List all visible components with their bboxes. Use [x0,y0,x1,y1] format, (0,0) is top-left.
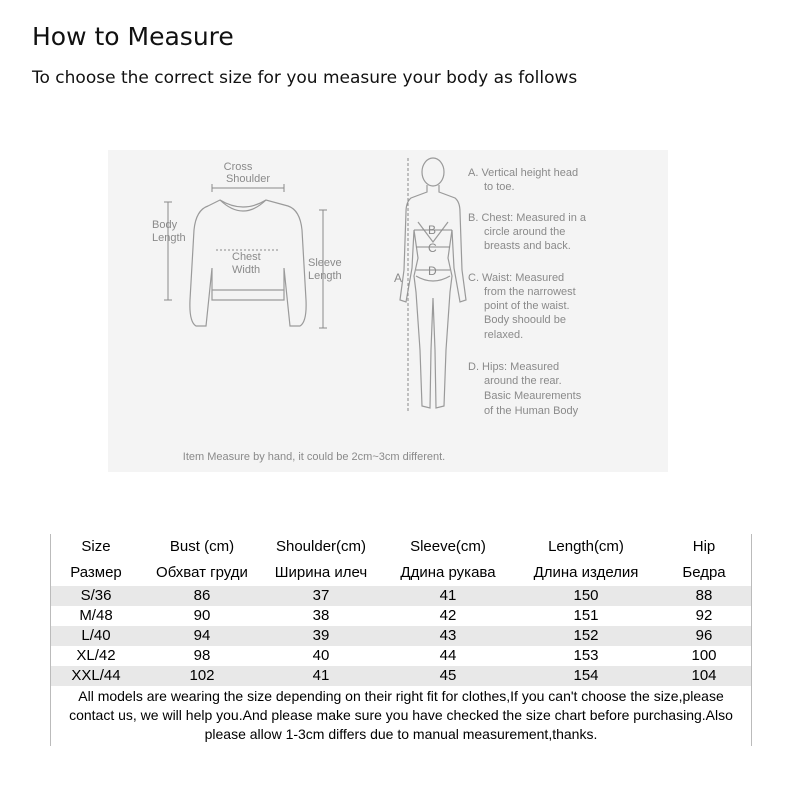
header-hip-ru: Бедра [682,564,726,581]
chest-width-label-line2: Width [232,264,261,276]
cell-hip: 96 [656,626,752,646]
header-bust: Bust (cm) [169,538,235,555]
note-c-line5: relaxed. [484,329,524,341]
cell-shoulder: 39 [262,626,380,646]
letter-c: C [428,241,437,255]
cell-sleeve: 44 [439,647,457,664]
cell-hip: 88 [656,586,752,606]
size-chart [50,534,752,746]
page-subtitle: To choose the correct size for you measure your body as follows [32,68,578,88]
cell-hip: 100 [691,647,717,664]
note-c-line1: C. Waist: Measured [468,272,565,284]
measurement-notes [468,167,587,417]
size-note-line: contact us, we will help you.And please make sure you have checked the size chart before purchasing.Also [69,707,733,723]
note-d-line4: of the Human Body [484,405,579,417]
size-notes [50,687,752,744]
cell-shoulder: 40 [312,647,330,664]
cell-length: 151 [573,607,599,624]
note-c-line3: point of the waist. [484,300,570,312]
letter-a: A [394,271,403,285]
cell-hip: 104 [656,666,752,686]
header-row-en [50,534,752,560]
header-hip: Hip [692,538,716,555]
header-shoulder-ru: Ширина илеч [274,564,368,581]
cell-sleeve: 43 [380,626,516,646]
cell-size: XL/42 [76,647,116,664]
cell-size: S/36 [50,586,142,606]
body-outline [400,158,466,408]
sleeve-length-label-line1: Sleeve [308,257,342,269]
measurement-diagram [108,150,668,472]
note-a-line2: to toe. [484,181,515,193]
note-c-line2: from the narrowest [484,286,576,298]
cell-bust: 86 [142,586,262,606]
note-d-line1: D. Hips: Measured [468,361,560,373]
cell-shoulder: 37 [262,586,380,606]
cell-length: 152 [516,626,656,646]
note-a-line1: A. Vertical height head [468,167,579,179]
measurement-figure [108,150,668,472]
header-bust-ru: Обхват груди [156,564,248,581]
cell-hip: 92 [695,607,713,624]
cell-size: L/40 [50,626,142,646]
cross-shoulder-label-line1: Cross [223,161,253,173]
figure-caption: Item Measure by hand, it could be 2cm~3cm different. [182,451,446,463]
body-length-label-line2: Length [152,232,186,244]
header-length-ru: Длина изделия [533,564,639,581]
header-sleeve: Sleeve(cm) [410,538,486,555]
cell-bust: 98 [193,647,211,664]
header-row-ru [50,560,752,586]
cell-sleeve: 41 [380,586,516,606]
note-d-line2: around the rear. [484,375,562,387]
cell-length: 154 [516,666,656,686]
page-title: How to Measure [32,22,234,51]
cell-length: 150 [516,586,656,606]
cell-bust: 94 [142,626,262,646]
cell-sleeve: 42 [439,607,457,624]
header-sleeve-ru: Ддина рукава [400,564,496,581]
size-table [50,534,752,686]
size-note-line: All models are wearing the size depending on their right fit for clothes,If you can't choose the size,please [78,688,724,704]
letter-b: B [428,223,437,237]
header-size-ru: Размер [70,564,122,581]
size-note-line: please allow 1-3cm differs due to manual measurement,thanks. [204,726,598,742]
garment-drawing [190,200,306,326]
table-row [50,646,752,666]
cell-size: XXL/44 [50,666,142,686]
table-row [50,626,752,646]
table-row [50,666,752,686]
table-row [50,586,752,606]
cell-size: M/48 [79,607,113,624]
header-size: Size [81,538,111,555]
note-b-line3: breasts and back. [484,240,571,252]
chest-width-label-line1: Chest [232,251,261,263]
note-d-line3: Basic Meaurements [484,390,582,402]
header-length: Length(cm) [548,538,624,555]
letter-d: D [428,264,437,278]
note-b-line1: B. Chest: Measured in a [468,212,587,224]
note-b-line2: circle around the [484,226,566,238]
cross-shoulder-label-line2: Shoulder [225,173,271,185]
cell-length: 153 [573,647,599,664]
cell-sleeve: 45 [380,666,516,686]
cell-bust: 90 [193,607,211,624]
cell-bust: 102 [142,666,262,686]
cell-shoulder: 38 [312,607,330,624]
sleeve-length-label-line2: Length [308,270,342,282]
body-length-label-line1: Body [152,219,178,231]
table-row [50,606,752,626]
header-shoulder: Shoulder(cm) [275,538,367,555]
note-c-line4: Body shoould be [484,314,566,326]
cell-shoulder: 41 [262,666,380,686]
